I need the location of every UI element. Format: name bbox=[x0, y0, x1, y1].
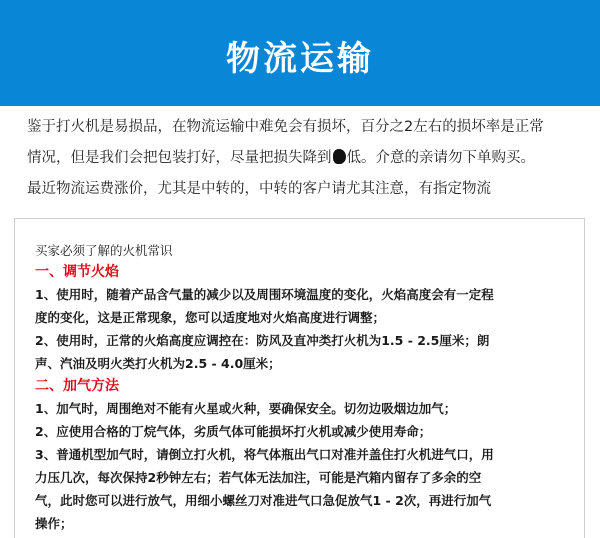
section-title-refill: 二、加气方法 bbox=[35, 378, 119, 394]
notice-line-2 bbox=[27, 143, 587, 174]
notice-line-1: 鉴于打火机是易损品，在物流运输中难免会有损坏，百分之2左右的损坏率是正常 bbox=[27, 119, 544, 135]
lighter-tips-content bbox=[35, 241, 565, 535]
tip-line: 2、应使用合格的丁烷气体，劣质气体可能损坏打火机或减少使用寿命； bbox=[35, 424, 432, 439]
section-title-flame: 一、调节火焰 bbox=[35, 264, 119, 280]
notice-line-2-end: 低。介意的亲请勿下单购买。 bbox=[346, 150, 535, 166]
lighter-tips-card bbox=[14, 218, 585, 538]
tip-line: 声、汽油及明火类打火机为2.5 - 4.0厘米； bbox=[35, 356, 281, 371]
notice-line-2-start: 情况，但是我们会把包装打好，尽量把损失降到 bbox=[27, 150, 332, 166]
notice-line-3: 最近物流运费涨价，尤其是中转的，中转的客户请尤其注意，有指定物流 bbox=[27, 181, 491, 197]
tips-heading: 买家必须了解的火机常识 bbox=[35, 243, 173, 258]
header-banner bbox=[0, 0, 600, 106]
tip-line: 度的变化，这是正常现象，您可以适度地对火焰高度进行调整； bbox=[35, 310, 386, 325]
tip-line: 力压几次，每次保持2秒钟左右；若气体无法加注，可能是汽箱内留存了多余的空 bbox=[35, 470, 482, 485]
tip-line: 气，此时您可以进行放气，用细小螺丝刀对准进气口急促放气1 - 2次，再进行加气 bbox=[35, 493, 492, 508]
tip-line: 1、使用时，随着产品含气量的减少以及周围环境温度的变化，火焰高度会有一定程 bbox=[35, 287, 494, 302]
section-refill-items bbox=[35, 397, 565, 535]
section-flame-items bbox=[35, 283, 565, 375]
tip-line: 1、加气时，周围绝对不能有火星或火种，要确保安全。切勿边吸烟边加气； bbox=[35, 401, 457, 416]
page-title: 物流运输 bbox=[226, 38, 374, 79]
tip-line: 3、普通机型加气时，请倒立打火机，将气体瓶出气口对准并盖住打火机进气口，用 bbox=[35, 447, 494, 462]
tip-line: 操作； bbox=[35, 516, 73, 531]
ink-blot-mark bbox=[333, 149, 346, 164]
shipping-notice bbox=[27, 112, 587, 205]
tip-line: 2、使用时，正常的火焰高度应调控在：防风及直冲类打火机为1.5 - 2.5厘米；朗 bbox=[35, 333, 490, 348]
